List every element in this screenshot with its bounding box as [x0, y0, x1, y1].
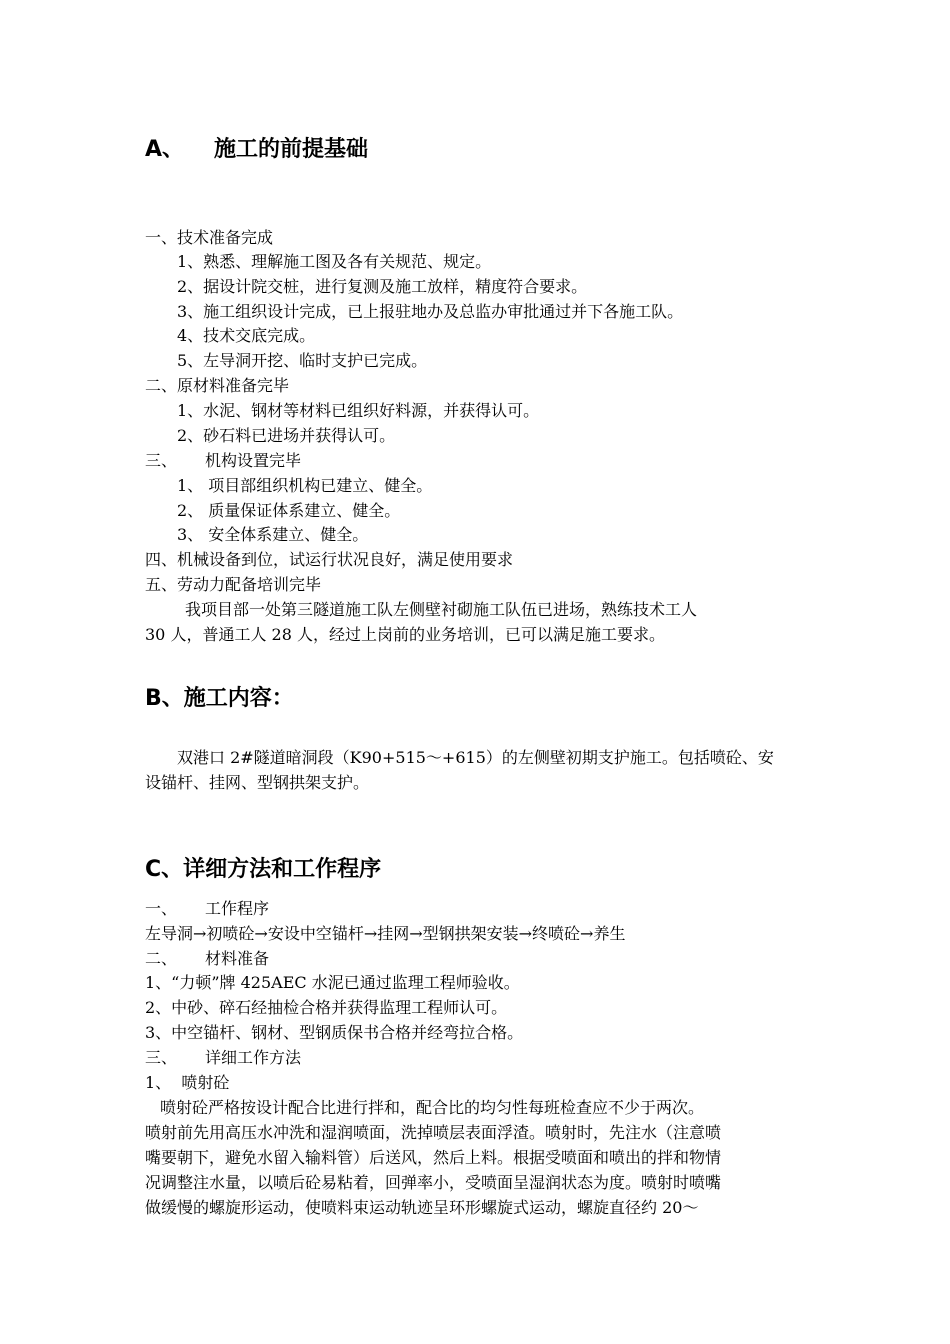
a-item-1-3: 3、施工组织设计完成，已上报驻地办及总监办审批通过并下各施工队。: [177, 302, 684, 321]
c-item-2: 二、 材料准备: [145, 949, 270, 968]
c-para-line4: 况调整注水量，以喷后砼易粘着，回弹率小，受喷面呈湿润状态为度。喷射时喷嘴: [145, 1173, 722, 1192]
c-para-line3: 嘴要朝下，避免水留入输料管）后送风，然后上料。根据受喷面和喷出的拌和物情: [145, 1148, 722, 1167]
c-para-line1: 喷射砼严格按设计配合比进行拌和，配合比的均匀性每班检查应不少于两次。: [160, 1098, 705, 1117]
a-item-5: 五、劳动力配备培训完毕: [145, 575, 322, 594]
a-item-5-para-line2: 30 人，普通工人 28 人，经过上岗前的业务培训，已可以满足施工要求。: [145, 625, 665, 644]
section-c-heading: C、详细方法和工作程序: [145, 857, 382, 882]
a-item-1-1: 1、熟悉、理解施工图及各有关规范、规定。: [177, 252, 492, 271]
a-item-3-text: 机构设置完毕: [205, 451, 302, 470]
a-item-1: 一、技术准备完成: [145, 228, 274, 247]
a-item-3-2: 2、 质量保证体系建立、健全。: [177, 501, 401, 520]
a-item-4: 四、机械设备到位，试运行状况良好，满足使用要求: [145, 550, 514, 569]
c-item-2-3: 3、中空锚杆、钢材、型钢质保书合格并经弯拉合格。: [145, 1023, 524, 1042]
c-item-3: 三、 详细工作方法: [145, 1048, 302, 1067]
c-item-2-1: 1、“力顿”牌 425AEC 水泥已通过监理工程师验收。: [145, 973, 520, 992]
section-a-title: 施工的前提基础: [214, 137, 369, 162]
a-item-2-2: 2、砂石料已进场并获得认可。: [177, 426, 396, 445]
a-item-2: 二、原材料准备完毕: [145, 376, 290, 395]
c-workflow: 左导洞→初喷砼→安设中空锚杆→挂网→型钢拱架安装→终喷砼→养生: [145, 924, 626, 943]
b-para-line2: 设锚杆、挂网、型钢拱架支护。: [145, 773, 370, 792]
a-item-1-4: 4、技术交底完成。: [177, 326, 316, 345]
a-item-1-5: 5、左导洞开挖、临时支护已完成。: [177, 351, 428, 370]
a-item-3: [145, 449, 301, 473]
a-item-1-2: 2、据设计院交桩，进行复测及施工放样，精度符合要求。: [177, 277, 588, 296]
c-item-3-1: 1、 喷射砼: [145, 1073, 230, 1092]
section-a-label: A、: [145, 137, 185, 162]
a-item-3-3: 3、 安全体系建立、健全。: [177, 525, 369, 544]
section-b-heading: B、施工内容：: [145, 686, 294, 711]
a-item-3-num: 三、: [145, 451, 178, 470]
b-para-line1: 双港口 2#隧道暗洞段（K90+515～+615）的左侧壁初期支护施工。包括喷砼、安: [177, 748, 774, 767]
c-para-line5: 做缓慢的螺旋形运动，使喷料束运动轨迹呈环形螺旋式运动，螺旋直径约 20～: [145, 1198, 699, 1217]
a-item-5-para-line1: 我项目部一处第三隧道施工队左侧壁衬砌施工队伍已进场，熟练技术工人: [185, 600, 698, 619]
c-para-line2: 喷射前先用高压水冲洗和湿润喷面，洗掉喷层表面浮渣。喷射时，先注水（注意喷: [145, 1123, 722, 1142]
section-a-heading: [145, 135, 368, 165]
c-item-2-2: 2、中砂、碎石经抽检合格并获得监理工程师认可。: [145, 998, 508, 1017]
c-item-1: 一、 工作程序: [145, 899, 270, 918]
a-item-2-1: 1、水泥、钢材等材料已组织好料源，并获得认可。: [177, 401, 540, 420]
a-item-3-1: 1、 项目部组织机构已建立、健全。: [177, 476, 433, 495]
